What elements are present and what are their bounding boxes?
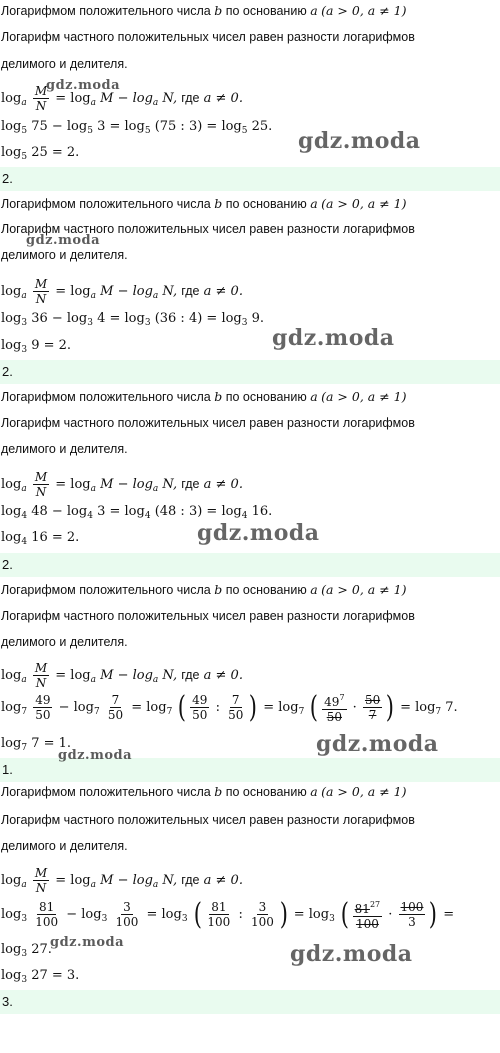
calc-line: $\log_4 48 - \log_4 3 = \log_4 (48$ : $3) = \log_4 16$. — [1, 504, 273, 521]
watermark: gdz.moda — [316, 731, 439, 757]
quotient-formula: $\log_a$ $\frac{M}{N}$ = $\log_a M - \log_a N$, где a ≠ 0. — [1, 470, 243, 499]
definition-line: Логарифмом положительного числа b по основанию a (a > 0, a ≠ 1) — [1, 784, 407, 799]
answer-bar: 2. — [0, 553, 500, 577]
definition-line: Логарифмом положительного числа b по основанию a (a > 0, a ≠ 1) — [1, 582, 407, 597]
rule-line-1: Логарифм частного положительных чисел равен разности логарифмов — [1, 416, 415, 430]
watermark: gdz.moda — [58, 748, 133, 763]
quotient-formula: $\log_a$ $\frac{M}{N}$ = $\log_a M - \log_a N$, где a ≠ 0. — [1, 277, 243, 306]
quotient-formula: $\log_a$ $\frac{M}{N}$ = $\log_a M - \log_a N$, где a ≠ 0. — [1, 84, 243, 113]
answer-bar: 2. — [0, 167, 500, 191]
rule-line-1: Логарифм частного положительных чисел равен разности логарифмов — [1, 609, 415, 623]
rule-line-1: Логарифм частного положительных чисел равен разности логарифмов — [1, 30, 415, 44]
calc-line-cont: $\log_3 27$. — [1, 942, 52, 959]
rule-line-2: делимого и делителя. — [1, 57, 128, 71]
rule-line-2: делимого и делителя. — [1, 442, 128, 456]
rule-line-1: Логарифм частного положительных чисел равен разности логарифмов — [1, 222, 415, 236]
result-line: $\log_7 7 = 1$. — [1, 736, 72, 753]
definition-line: Логарифмом положительного числа b по основанию a (a > 0, a ≠ 1) — [1, 3, 407, 18]
watermark: gdz.moda — [50, 935, 125, 950]
result-line: $\log_3 27 = 3$. — [1, 968, 80, 985]
calc-line: $\log_5 75 - \log_5 3 = \log_5 (75$ : $3) = \log_5 25$. — [1, 119, 273, 136]
rule-line-2: делимого и делителя. — [1, 635, 128, 649]
watermark: gdz.moda — [26, 233, 101, 248]
result-line: $\log_3 9 = 2$. — [1, 338, 72, 355]
rule-line-1: Логарифм частного положительных чисел равен разности логарифмов — [1, 813, 415, 827]
calc-line: $\log_3$ $\frac{81}{100}$ − $\log_3$ $\frac{3}{100}$ = $\log_3$ ( $\frac{81}{100}$ : $\frac{3}{100}$ ) = $\log_3$ ( $\frac{81^{27}}{100}$ · $\frac{100}{3}$ ) = — [1, 896, 455, 932]
watermark: gdz.moda — [197, 520, 320, 546]
answer-bar: 3. — [0, 990, 500, 1014]
rule-line-2: делимого и делителя. — [1, 248, 128, 262]
definition-line: Логарифмом положительного числа b по основанию a (a > 0, a ≠ 1) — [1, 196, 407, 211]
rule-line-2: делимого и делителя. — [1, 839, 128, 853]
answer-bar: 1. — [0, 758, 500, 782]
calc-line: $\log_7$ $\frac{49}{50}$ − $\log_7$ $\frac{7}{50}$ = $\log_7$ ( $\frac{49}{50}$ : $\frac{7}{50}$ ) = $\log_7$ ( $\frac{49^7}{50}$ · $\frac{50}{7}$ ) = $\log_7 7$. — [1, 689, 458, 725]
answer-bar: 2. — [0, 360, 500, 384]
quotient-formula: $\log_a$ $\frac{M}{N}$ = $\log_a M - \log_a N$, где a ≠ 0. — [1, 866, 243, 895]
watermark: gdz.moda — [290, 941, 413, 967]
watermark: gdz.moda — [272, 325, 395, 351]
quotient-formula: $\log_a$ $\frac{M}{N}$ = $\log_a M - \log_a N$, где a ≠ 0. — [1, 661, 243, 690]
calc-line: $\log_3 36 - \log_3 4 = \log_3 (36$ : $4) = \log_3 9$. — [1, 311, 265, 328]
watermark: gdz.moda — [46, 78, 121, 93]
watermark: gdz.moda — [298, 128, 421, 154]
result-line: $\log_4 16 = 2$. — [1, 530, 80, 547]
result-line: $\log_5 25 = 2$. — [1, 145, 80, 162]
definition-line: Логарифмом положительного числа b по основанию a (a > 0, a ≠ 1) — [1, 389, 407, 404]
